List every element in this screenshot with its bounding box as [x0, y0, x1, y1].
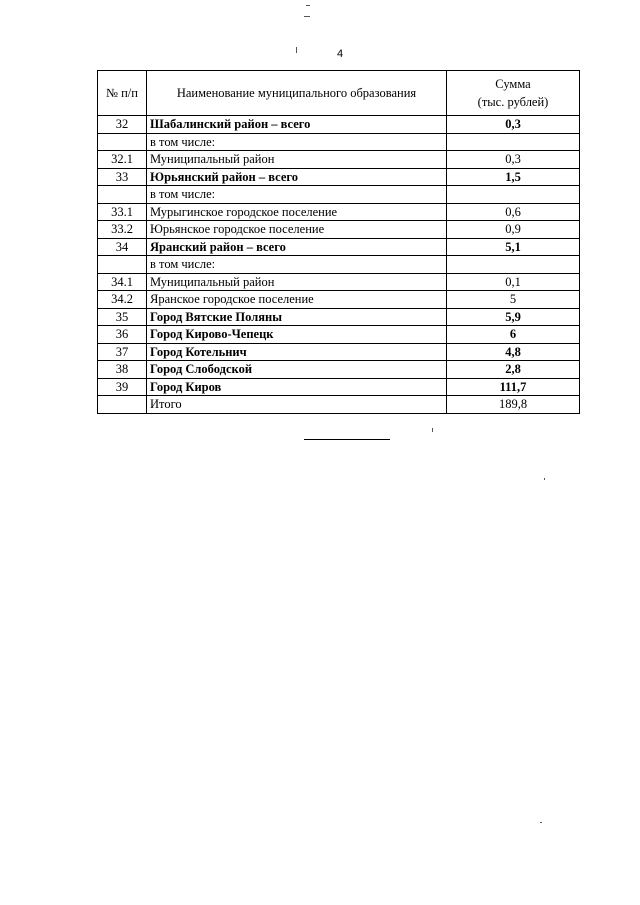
row-name: Муниципальный район	[147, 273, 447, 291]
row-name: Юрьянское городское поселение	[147, 221, 447, 239]
row-sum	[447, 186, 580, 204]
row-name: Город Киров	[147, 378, 447, 396]
row-number: 33	[98, 168, 147, 186]
row-name: Яранский район – всего	[147, 238, 447, 256]
table-row	[98, 238, 580, 256]
row-name: Город Вятские Поляны	[147, 308, 447, 326]
table-row	[98, 256, 580, 274]
row-name: Город Слободской	[147, 361, 447, 379]
row-sum: 6	[447, 326, 580, 344]
table-row	[98, 273, 580, 291]
table-row	[98, 291, 580, 309]
header-sum-line1: Сумма	[495, 77, 531, 91]
row-sum: 5	[447, 291, 580, 309]
row-sum: 0,1	[447, 273, 580, 291]
row-number: 32	[98, 116, 147, 134]
row-name: Итого	[147, 396, 447, 414]
closing-rule	[304, 439, 390, 440]
row-number: 35	[98, 308, 147, 326]
row-name: Шабалинский район – всего	[147, 116, 447, 134]
row-number	[98, 256, 147, 274]
row-number: 37	[98, 343, 147, 361]
table-row	[98, 168, 580, 186]
header-sum	[447, 71, 580, 116]
row-number	[98, 133, 147, 151]
scan-speck	[296, 47, 297, 53]
row-sum	[447, 133, 580, 151]
row-number: 33.2	[98, 221, 147, 239]
row-name: в том числе:	[147, 256, 447, 274]
header-municipality: Наименование муниципального образования	[147, 71, 447, 116]
scan-speck	[540, 822, 542, 823]
row-number: 39	[98, 378, 147, 396]
table-row	[98, 203, 580, 221]
row-name: в том числе:	[147, 133, 447, 151]
row-sum: 5,9	[447, 308, 580, 326]
table-row	[98, 326, 580, 344]
row-sum: 2,8	[447, 361, 580, 379]
page-number: 4	[336, 48, 344, 60]
table-row	[98, 343, 580, 361]
row-name: Мурыгинское городское поселение	[147, 203, 447, 221]
header-sum-line2: (тыс. рублей)	[477, 95, 549, 109]
row-number: 34.1	[98, 273, 147, 291]
table-row	[98, 396, 580, 414]
row-name: в том числе:	[147, 186, 447, 204]
row-number: 36	[98, 326, 147, 344]
row-sum	[447, 256, 580, 274]
scan-speck	[432, 428, 433, 432]
table-row	[98, 186, 580, 204]
table-row	[98, 361, 580, 379]
table-row	[98, 133, 580, 151]
scan-speck	[304, 16, 310, 17]
header-number: № п/п	[98, 71, 147, 116]
row-number: 34.2	[98, 291, 147, 309]
table-row	[98, 151, 580, 169]
row-sum: 0,3	[447, 116, 580, 134]
row-number: 32.1	[98, 151, 147, 169]
row-name: Город Кирово-Чепецк	[147, 326, 447, 344]
row-number	[98, 396, 147, 414]
row-sum: 111,7	[447, 378, 580, 396]
row-name: Яранское городское поселение	[147, 291, 447, 309]
row-number: 38	[98, 361, 147, 379]
table-row	[98, 116, 580, 134]
row-sum: 0,9	[447, 221, 580, 239]
table-row	[98, 308, 580, 326]
row-sum: 0,3	[447, 151, 580, 169]
scan-speck	[544, 478, 545, 480]
row-number	[98, 186, 147, 204]
row-number: 34	[98, 238, 147, 256]
row-sum: 1,5	[447, 168, 580, 186]
row-name: Юрьянский район – всего	[147, 168, 447, 186]
table-row	[98, 378, 580, 396]
row-sum: 189,8	[447, 396, 580, 414]
row-sum: 4,8	[447, 343, 580, 361]
row-name: Муниципальный район	[147, 151, 447, 169]
table-row	[98, 221, 580, 239]
row-number: 33.1	[98, 203, 147, 221]
table-header-row	[98, 71, 580, 116]
row-sum: 0,6	[447, 203, 580, 221]
row-name: Город Котельнич	[147, 343, 447, 361]
row-sum: 5,1	[447, 238, 580, 256]
scan-speck	[306, 5, 310, 6]
allocation-table	[97, 70, 580, 414]
